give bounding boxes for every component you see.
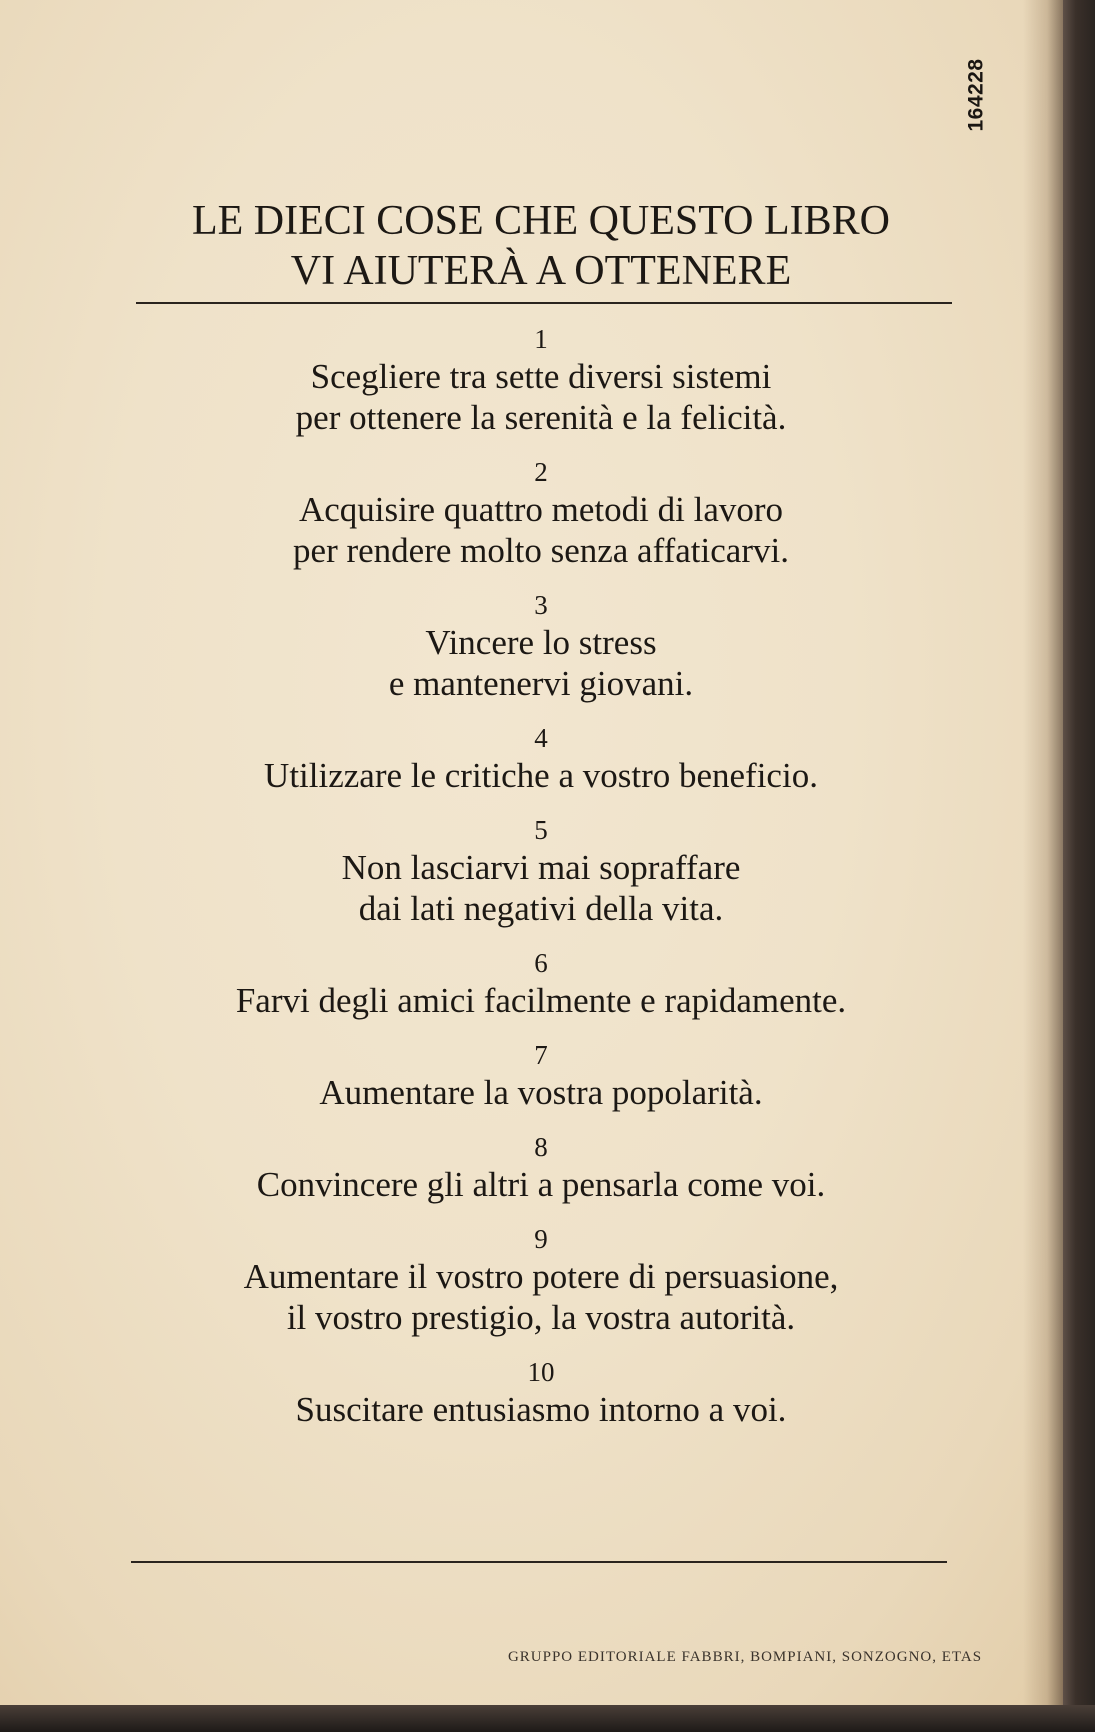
- item-text: Utilizzare le critiche a vostro beneficio.: [264, 756, 818, 795]
- item-text: Farvi degli amici facilmente e rapidamente.: [235, 981, 847, 1020]
- list-item: [137, 813, 945, 929]
- bottom-divider: [131, 1561, 947, 1563]
- page-title: [137, 196, 945, 296]
- list-item: [137, 455, 945, 571]
- item-number: 8: [534, 1132, 548, 1162]
- title-line-2: VI AIUTERÀ A OTTENERE: [290, 248, 792, 294]
- item-text: Suscitare entusiasmo intorno a voi.: [295, 1390, 787, 1429]
- item-number: 7: [534, 1040, 548, 1070]
- item-number: 9: [534, 1224, 548, 1254]
- item-text: e mantenervi giovani.: [388, 664, 694, 703]
- item-number: 4: [534, 723, 548, 753]
- item-number: 2: [534, 457, 548, 487]
- item-text: per rendere molto senza affaticarvi.: [293, 531, 789, 570]
- list-item: [137, 588, 945, 704]
- item-text: Vincere lo stress: [425, 623, 657, 662]
- item-text: Acquisire quattro metodi di lavoro: [298, 490, 784, 529]
- item-number: 10: [527, 1357, 555, 1387]
- publisher-imprint: GRUPPO EDITORIALE FABBRI, BOMPIANI, SONZOGNO, ETAS: [507, 1649, 983, 1665]
- title-line-1: LE DIECI COSE CHE QUESTO LIBRO: [191, 198, 891, 244]
- top-divider: [136, 302, 952, 304]
- book-bottom-edge: [0, 1705, 1095, 1732]
- item-number: 3: [534, 590, 548, 620]
- benefits-list: [137, 322, 945, 1447]
- item-text: Non lasciarvi mai sopraffare: [341, 848, 741, 887]
- book-spine-edge: [1063, 0, 1095, 1732]
- list-item: [137, 946, 945, 1021]
- item-number: 5: [534, 815, 548, 845]
- item-text: Aumentare il vostro potere di persuasione,: [243, 1257, 839, 1296]
- catalog-number-text: 164228: [965, 58, 989, 132]
- item-text: per ottenere la serenità e la felicità.: [295, 398, 787, 437]
- item-text: Convincere gli altri a pensarla come voi.: [256, 1165, 826, 1204]
- item-text: Scegliere tra sette diversi sistemi: [310, 357, 772, 396]
- list-item: [137, 1130, 945, 1205]
- item-text: Aumentare la vostra popolarità.: [319, 1073, 763, 1112]
- list-item: [137, 322, 945, 438]
- item-text: dai lati negativi della vita.: [358, 889, 724, 928]
- catalog-number: [952, 40, 1002, 150]
- item-text: il vostro prestigio, la vostra autorità.: [286, 1298, 796, 1337]
- list-item: [137, 1038, 945, 1113]
- list-item: [137, 1222, 945, 1338]
- item-number: 6: [534, 948, 548, 978]
- list-item: [137, 721, 945, 796]
- item-number: 1: [534, 324, 548, 354]
- list-item: [137, 1355, 945, 1430]
